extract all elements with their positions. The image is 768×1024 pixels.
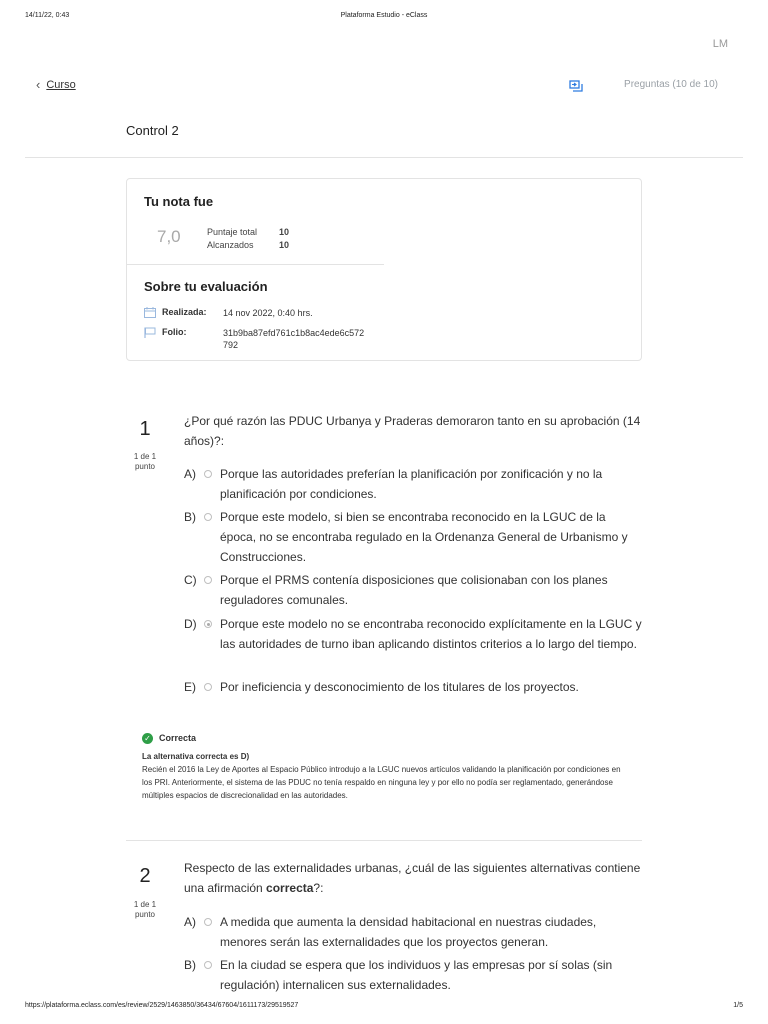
option-letter: D) [184,617,197,631]
about-evaluation-title: Sobre tu evaluación [144,279,268,294]
radio-icon [204,470,212,478]
grade-value: 7,0 [157,227,181,246]
calendar-icon [144,307,156,318]
question-points: 1 de 1 punto [133,452,157,471]
score-value: 10 [279,239,290,250]
option-text: En la ciudad se espera que los individuos y las empresas por sí solas (sin regulación) internalicen sus externalidades. [220,958,613,992]
question-number: 1 [139,418,151,440]
radio-icon [204,683,212,691]
answer-option-selected [184,614,644,654]
question-points: 1 de 1 punto [133,900,157,919]
option-letter: B) [184,958,196,972]
answer-option [184,912,644,952]
question-text-emphasis: correcta [266,881,314,895]
evaluation-summary-card [126,178,642,361]
option-letter: E) [184,680,196,694]
question-number: 2 [139,865,151,887]
folio-label: Folio: [162,327,187,337]
score-table [207,225,289,251]
radio-icon [204,513,212,521]
option-text: Porque este modelo, si bien se encontraba reconocido en la LGUC de la época, no se encontraba regulado en la Ordenanza General de Urbanismo y Construcciones. [220,510,628,564]
feedback-status-label: Correcta [159,733,197,743]
user-initials[interactable]: LM [712,38,728,50]
radio-icon [204,576,212,584]
correct-answer-text: La alternativa correcta es D) [142,752,250,761]
answer-option [184,507,644,567]
option-text: A medida que aumenta la densidad habitacional en nuestras ciudades, menores serán las externalidades que los proyectos generan. [220,915,597,949]
folio-row [144,327,368,351]
question-text [184,858,644,898]
print-page-number: 1/5 [733,1002,743,1009]
questions-count-button[interactable]: Preguntas (10 de 10) [624,79,718,90]
option-text: Porque este modelo no se encontraba reconocido explícitamente en la LGUC y las autoridades de turno iban aplicando distintos criterios a lo largo del tiempo. [220,617,642,651]
print-datetime: 14/11/22, 0:43 [25,12,70,19]
option-letter: C) [184,573,197,587]
card-divider [127,264,384,265]
answer-feedback [142,732,632,802]
page-title: Control 2 [126,123,179,138]
score-value: 10 [279,226,290,237]
answer-option [184,570,644,610]
score-row [207,225,289,238]
feedback-explanation: Recién el 2016 la Ley de Aportes al Espacio Público introdujo a la LGUC nuevos artículos validando la planificación por condiciones en los PRI. Anteriormente, el sistema de las PDUC no tenía respaldo en ninguna ley y por ello no podía ser reglamentado, generándose múltiples espacios de discrecionalidad en las autoridades. [142,765,621,800]
answer-option [184,955,644,995]
feedback-status [142,732,632,745]
flag-icon [144,327,156,338]
answer-option [184,677,644,697]
header-divider [25,157,743,158]
score-label: Puntaje total [207,226,258,237]
print-url: https://plataforma.eclass.com/es/review/2529/1463850/36434/67604/1611173/29519527 [25,1002,299,1009]
radio-icon [204,961,212,969]
radio-icon [204,918,212,926]
grade-title: Tu nota fue [144,194,214,209]
score-label: Alcanzados [207,239,254,250]
question-text-part: ?: [313,881,324,895]
back-to-course-link[interactable] [36,78,76,91]
question-text-part: Respecto de las externalidades urbanas, ¿cuál de las siguientes alternativas contiene una afirmación [184,861,641,895]
option-letter: B) [184,510,196,524]
realizada-row [144,307,368,319]
questions-navigation-icon[interactable] [569,79,583,91]
realizada-label: Realizada: [162,307,207,317]
radio-checked-icon [204,620,212,628]
option-letter: A) [184,467,196,481]
check-circle-icon: ✓ [142,733,153,744]
print-title: Plataforma Estudio - eClass [340,12,428,19]
realizada-value: 14 nov 2022, 0:40 hrs. [223,308,313,318]
option-text: Porque las autoridades preferían la planificación por zonificación y no la planificación por condiciones. [220,467,603,501]
option-text: Por ineficiencia y desconocimiento de los titulares de los proyectos. [220,680,579,694]
score-row [207,238,289,251]
back-link-label: Curso [46,78,76,91]
folio-value: 31b9ba87efd761c1b8ac4ede6c572792 [223,328,365,350]
question-divider [126,840,642,841]
option-letter: A) [184,915,196,929]
chevron-left-icon: ‹ [36,77,41,92]
option-text: Porque el PRMS contenía disposiciones que colisionaban con los planes reguladores comunales. [220,573,608,607]
question-text: ¿Por qué razón las PDUC Urbanya y Praderas demoraron tanto en su aprobación (14 años)?: [184,414,641,448]
answer-option [184,464,644,504]
